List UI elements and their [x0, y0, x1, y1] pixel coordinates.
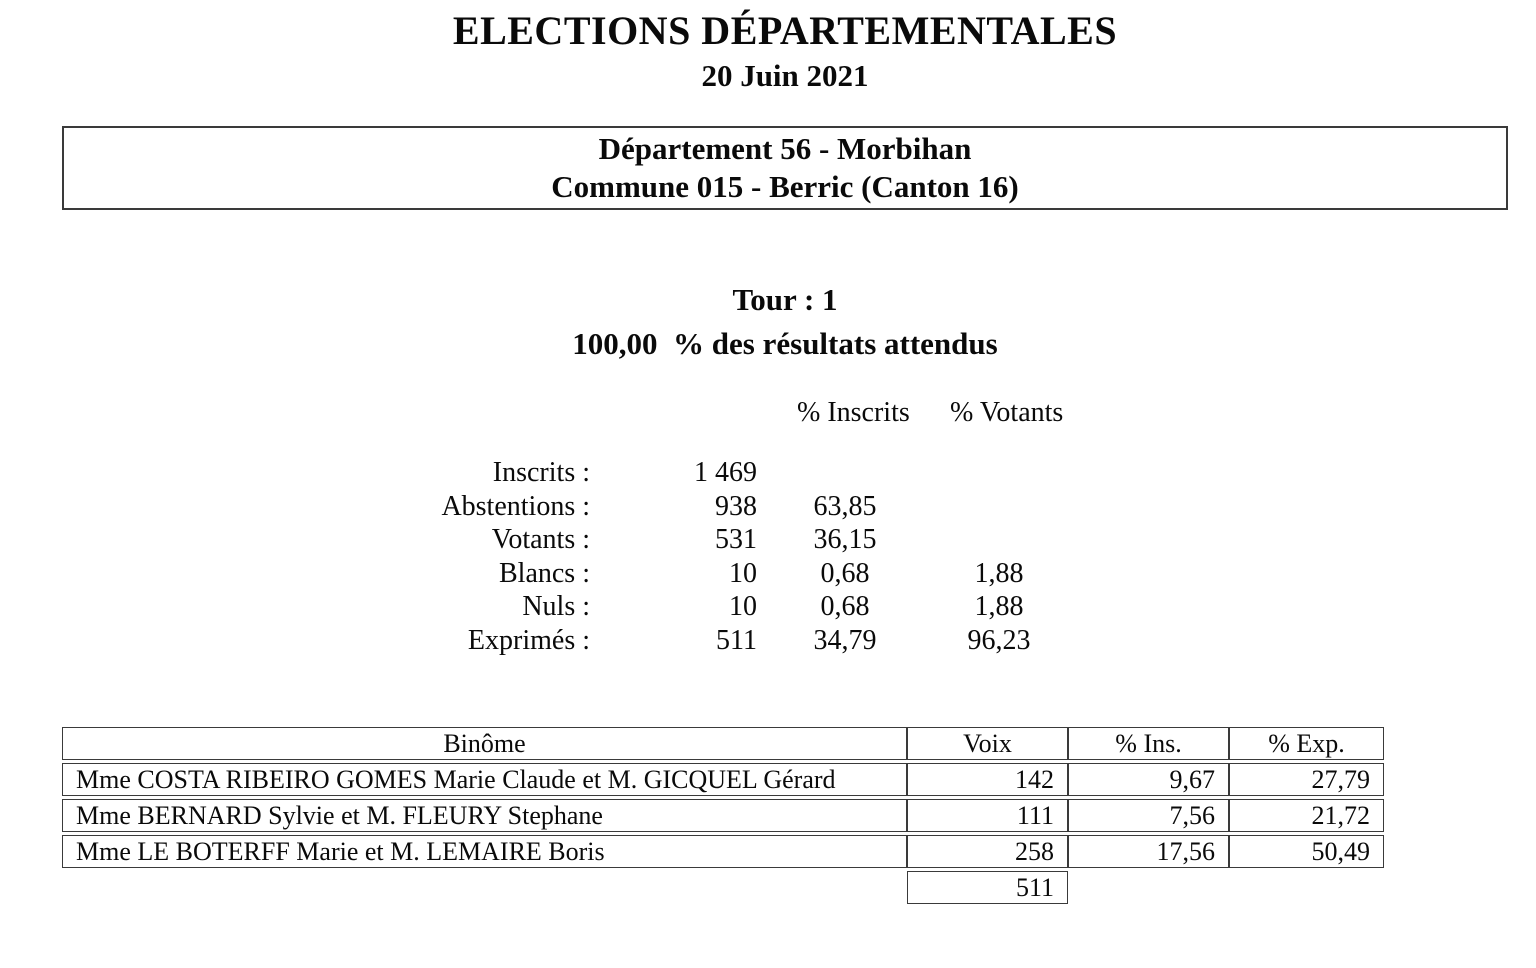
stat-value: 531 — [715, 524, 757, 555]
candidate-pair-name: Mme COSTA RIBEIRO GOMES Marie Claude et M. GICQUEL Gérard — [62, 763, 907, 796]
participation-table — [62, 456, 1508, 657]
stat-pct-votants — [933, 523, 1065, 557]
stat-label: Inscrits : — [492, 457, 590, 488]
candidate-pct-exp: 21,72 — [1229, 799, 1384, 832]
stat-pct-inscrits: 63,85 — [813, 490, 877, 522]
total-row-spacer — [1068, 871, 1229, 904]
candidate-pair-name: Mme LE BOTERFF Marie et M. LEMAIRE Boris — [62, 835, 907, 868]
participation-row-votants — [62, 523, 1508, 557]
stat-pct-inscrits: 0,68 — [820, 557, 870, 589]
candidate-pct-exp: 50,49 — [1229, 835, 1384, 868]
candidate-voix: 111 — [907, 799, 1068, 832]
column-header-pct-inscrits: % Inscrits — [797, 397, 910, 428]
results-progress-label: 100,00 % des résultats attendus — [572, 326, 998, 361]
stat-value: 1 469 — [694, 457, 757, 488]
column-header-pct-votants: % Votants — [950, 397, 1064, 428]
participation-row-blancs — [62, 557, 1508, 591]
participation-row-nuls — [62, 590, 1508, 624]
stat-value: 10 — [729, 591, 757, 622]
stat-label: Blancs : — [499, 557, 590, 589]
stat-pct-votants: 1,88 — [974, 591, 1024, 622]
candidate-pct-ins: 7,56 — [1068, 799, 1229, 832]
results-header-row — [62, 727, 1384, 760]
results-row — [62, 799, 1384, 832]
candidate-voix: 258 — [907, 835, 1068, 868]
department-box — [62, 126, 1508, 210]
header-binome: Binôme — [62, 727, 907, 760]
participation-row-inscrits — [62, 456, 1508, 490]
stat-pct-votants — [933, 456, 1065, 490]
results-row — [62, 835, 1384, 868]
stat-pct-votants — [933, 490, 1065, 524]
total-voix: 511 — [907, 871, 1068, 904]
election-results-document — [62, 8, 1508, 907]
stat-pct-inscrits — [757, 456, 933, 490]
page-title: ELECTIONS DÉPARTEMENTALES — [452, 8, 1118, 53]
stat-value: 511 — [716, 624, 757, 656]
tour-label: Tour : 1 — [732, 282, 838, 317]
stat-pct-inscrits: 34,79 — [813, 624, 877, 656]
candidate-pair-name: Mme BERNARD Sylvie et M. FLEURY Stephane — [62, 799, 907, 832]
stat-pct-votants: 1,88 — [974, 557, 1024, 589]
results-row — [62, 763, 1384, 796]
stat-label: Votants : — [491, 524, 590, 555]
participation-row-exprimes — [62, 624, 1508, 658]
stat-label: Nuls : — [522, 591, 590, 622]
candidate-voix: 142 — [907, 763, 1068, 796]
header-pct-exp: % Exp. — [1229, 727, 1384, 760]
stat-pct-inscrits: 0,68 — [820, 591, 870, 622]
header-voix: Voix — [907, 727, 1068, 760]
stat-value: 10 — [729, 557, 757, 589]
candidate-pct-ins: 9,67 — [1068, 763, 1229, 796]
candidate-pct-exp: 27,79 — [1229, 763, 1384, 796]
stat-pct-inscrits: 36,15 — [813, 524, 877, 555]
department-line: Département 56 - Morbihan — [598, 131, 972, 166]
stat-label: Exprimés : — [467, 624, 590, 656]
stat-value: 938 — [715, 490, 757, 522]
participation-row-abstentions — [62, 490, 1508, 524]
total-row-spacer — [1229, 871, 1384, 904]
participation-column-headers — [62, 398, 1508, 428]
stat-pct-votants: 96,23 — [967, 624, 1031, 656]
commune-line: Commune 015 - Berric (Canton 16) — [551, 169, 1019, 204]
election-date: 20 Juin 2021 — [701, 58, 869, 93]
total-row-spacer — [62, 871, 907, 904]
stat-label: Abstentions : — [441, 490, 590, 522]
total-row — [62, 871, 1384, 904]
candidate-pct-ins: 17,56 — [1068, 835, 1229, 868]
header-pct-ins: % Ins. — [1068, 727, 1229, 760]
results-table — [62, 724, 1384, 907]
